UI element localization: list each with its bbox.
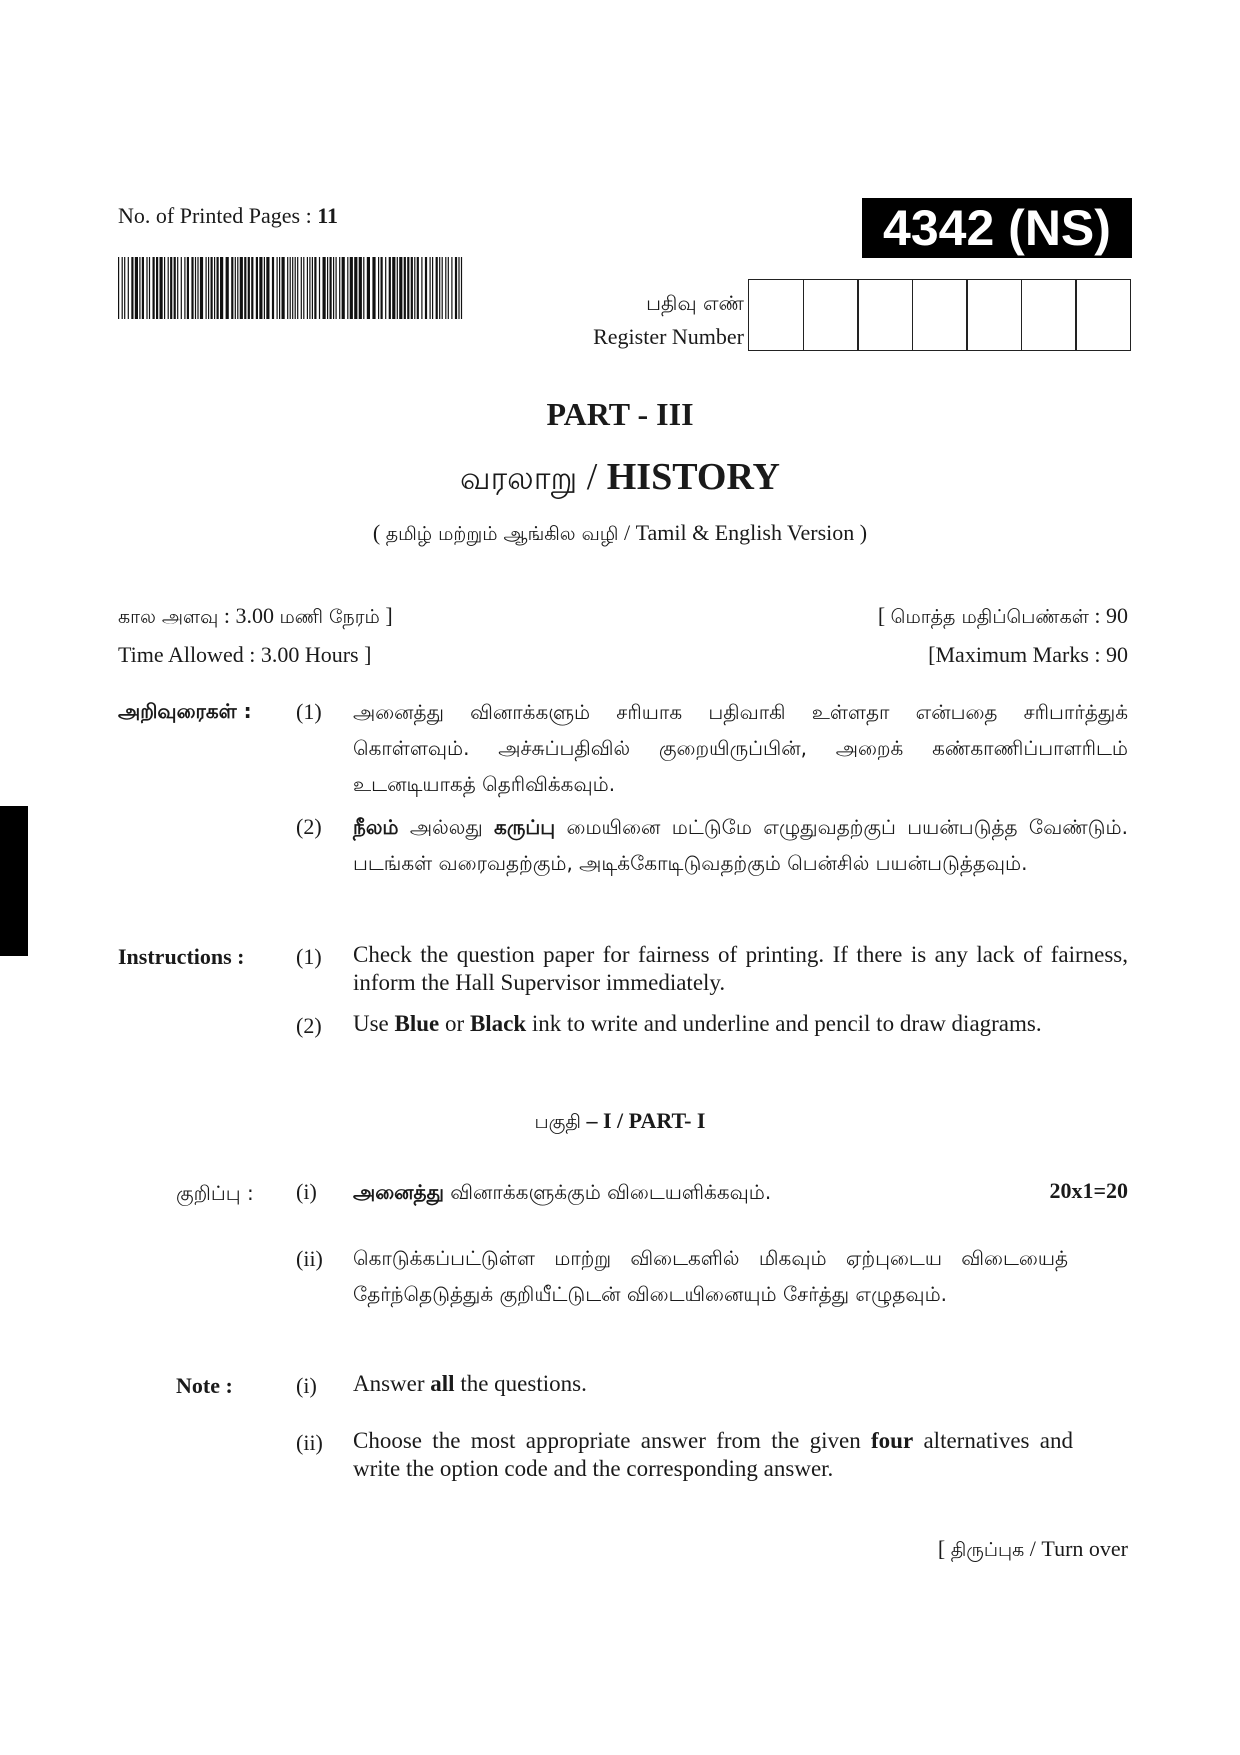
time-ta-label: கால அளவு — [118, 606, 219, 628]
barcode-bar — [124, 257, 125, 319]
printed-pages-label: No. of Printed Pages : — [118, 203, 318, 228]
barcode-bar — [363, 257, 364, 319]
barcode-bar — [168, 257, 169, 319]
time-ta-close: ] — [379, 603, 393, 628]
barcode-bar — [378, 257, 379, 319]
instruction-ta-2-rest: மையினை மட்டுமே எழுதுவதற்குப் பயன்படுத்த வேண்டும். படங்கள் வரைவதற்கும், அடிக்கோடிடுவதற்கும் பென்சில் பயன்படுத்தவும். — [353, 815, 1128, 875]
barcode-bar — [292, 257, 293, 319]
instruction-ta-num-1: (1) — [296, 699, 322, 724]
note-en-label: Note : — [176, 1373, 233, 1398]
note-ta-1 — [353, 1174, 953, 1210]
marks-ta-value: : 90 — [1088, 603, 1128, 628]
barcode-bar — [237, 257, 238, 319]
time-allowed-en: Time Allowed : 3.00 Hours ] — [118, 642, 372, 667]
barcode-bar — [414, 257, 415, 319]
register-digit-box[interactable] — [912, 279, 968, 351]
instruction-en-2 — [353, 1010, 1153, 1038]
barcode-bar — [439, 257, 440, 319]
barcode-bar — [350, 257, 353, 319]
subject-en: HISTORY — [606, 456, 780, 498]
turn-en: / Turn over — [1024, 1536, 1128, 1561]
barcode-bar — [319, 257, 320, 319]
barcode-bar — [139, 257, 140, 319]
instruction-en-1: Check the question paper for fairness of printing. If there is any lack of fairness, inform the Hall Supervisor immediately. — [353, 942, 1128, 995]
barcode-bar — [164, 257, 165, 319]
note-en-2-pre: Choose the most appropriate answer from the given — [353, 1428, 871, 1453]
instructions-en-label: Instructions : — [118, 944, 245, 969]
barcode-bar — [244, 257, 246, 319]
barcode-bar — [231, 257, 233, 319]
barcode-bar — [314, 257, 316, 319]
barcode-bar — [118, 257, 119, 319]
instruction-en-2-mid: or — [439, 1011, 470, 1036]
note-en-1-rest: the questions. — [454, 1371, 587, 1396]
barcode-bar — [206, 257, 207, 319]
barcode-bar — [385, 257, 386, 319]
subject-ta: வரலாறு — [460, 459, 578, 497]
instruction-en-num-2: (2) — [296, 1013, 322, 1038]
barcode-bar — [279, 257, 280, 319]
barcode-bar — [455, 257, 457, 319]
barcode-bar — [451, 257, 452, 319]
note-ta-1-rest: வினாக்களுக்கும் விடையளிக்கவும். — [443, 1180, 772, 1204]
barcode-bar — [156, 257, 158, 319]
barcode-bar — [421, 257, 422, 319]
instruction-ta-2 — [353, 809, 1128, 881]
barcode-bar — [217, 257, 219, 319]
barcode-bar — [200, 257, 203, 319]
paper-code: 4342 (NS) — [862, 198, 1132, 258]
marks-ta-open: [ — [877, 603, 891, 628]
barcode-bar — [399, 257, 402, 319]
note-en-2-rest: alternatives and write the option code and the corresponding answer. — [353, 1428, 1073, 1481]
barcode-bar — [367, 257, 370, 319]
barcode-bar — [220, 257, 223, 319]
register-digit-box[interactable] — [857, 279, 913, 351]
barcode-bar — [461, 257, 462, 319]
barcode-bar — [266, 257, 269, 319]
time-ta-value: : 3.00 — [218, 603, 280, 628]
ink-blue-en: Blue — [394, 1011, 440, 1036]
register-digit-box[interactable] — [803, 279, 859, 351]
barcode-bar — [272, 257, 274, 319]
marks-ta-label: மொத்த மதிப்பெண்கள் — [890, 606, 1089, 628]
register-number-label — [593, 286, 744, 354]
part-one-score: 20x1=20 — [1049, 1178, 1128, 1203]
barcode-bar — [122, 257, 123, 319]
time-ta-unit: மணி நேரம் — [279, 606, 380, 628]
register-digit-box[interactable] — [1075, 279, 1131, 351]
subject-title — [0, 455, 1240, 501]
barcode-bar — [295, 257, 296, 319]
barcode-bar — [177, 257, 178, 319]
barcode-bar — [381, 257, 383, 319]
barcode-bar — [195, 257, 196, 319]
note-en-1-pre: Answer — [353, 1371, 431, 1396]
instruction-en-num-1: (1) — [296, 944, 322, 969]
barcode-bar — [436, 257, 438, 319]
barcode-bar — [303, 257, 304, 319]
barcode-bar — [297, 257, 298, 319]
side-registration-mark — [0, 806, 28, 956]
version-line — [0, 520, 1240, 548]
barcode-bar — [142, 257, 144, 319]
barcode-bar — [187, 257, 189, 319]
register-label-ta: பதிவு எண் — [646, 291, 744, 315]
barcode-bar — [301, 257, 302, 319]
barcode-bar — [259, 257, 262, 319]
printed-pages-value: 11 — [317, 203, 338, 228]
note-ta-num-1: (i) — [296, 1179, 317, 1204]
barcode-bar — [430, 257, 431, 319]
barcode-bar — [392, 257, 395, 319]
barcode-bar — [307, 257, 308, 319]
barcode-bar — [170, 257, 172, 319]
barcode-bar — [251, 257, 253, 319]
register-number-boxes — [748, 279, 1131, 351]
note-en-num-1: (i) — [296, 1373, 317, 1398]
barcode-bar — [372, 257, 375, 319]
max-marks-en: [Maximum Marks : 90 — [928, 642, 1128, 667]
ink-black-ta: கருப்பு — [494, 815, 556, 839]
barcode-bar — [135, 257, 138, 319]
note-ta-2: கொடுக்கப்பட்டுள்ள மாற்று விடைகளில் மிகவும் ஏற்புடைய விடையைத் தேர்ந்தெடுத்துக் குறியீட்டுடன் விடையினையும் சேர்த்து எழுதவும். — [353, 1246, 1068, 1306]
barcode-bar — [359, 257, 362, 319]
barcode-bar — [131, 257, 133, 319]
turn-ta: திருப்புக — [950, 1539, 1025, 1561]
barcode-bar — [290, 257, 291, 319]
barcode-bar — [354, 257, 357, 319]
barcode-bar — [235, 257, 236, 319]
part-one-title — [0, 1108, 1240, 1136]
note-en-2 — [353, 1427, 1073, 1483]
part-one-ta: பகுதி — [534, 1111, 581, 1133]
barcode-bar — [248, 257, 250, 319]
barcode-bar — [327, 257, 328, 319]
barcode-bar — [184, 257, 185, 319]
barcode-bar — [339, 257, 340, 319]
barcode-bar — [226, 257, 229, 319]
barcode-bar — [309, 257, 310, 319]
barcode-bar — [264, 257, 265, 319]
barcode-bar — [342, 257, 345, 319]
part-one-en: – I / PART- I — [580, 1108, 706, 1133]
barcode-bar — [287, 257, 288, 319]
register-digit-box[interactable] — [1021, 279, 1077, 351]
note-en-1-bold: all — [430, 1371, 455, 1396]
barcode-bar — [240, 257, 243, 319]
turn-over — [938, 1536, 1128, 1564]
instruction-ta-1: அனைத்து வினாக்களும் சரியாக பதிவாகி உள்ளதா என்பதை சரிபார்த்துக் கொள்ளவும். அச்சுப்பதிவில் குறையிருப்பின், அறைக் கண்காணிப்பாளரிடம் உடனடியாகத் தெரிவிக்கவும். — [353, 700, 1128, 796]
instruction-en-2-pre: Use — [353, 1011, 395, 1036]
note-en-2-bold: four — [871, 1428, 914, 1453]
printed-pages — [118, 203, 338, 229]
instruction-ta-num-2: (2) — [296, 814, 322, 839]
barcode — [118, 257, 463, 319]
ink-black-en: Black — [469, 1011, 527, 1036]
barcode-bar — [347, 257, 348, 319]
instruction-en-2-rest: ink to write and underline and pencil to draw diagrams. — [526, 1011, 1042, 1036]
barcode-bar — [174, 257, 176, 319]
version-ta: தமிழ் மற்றும் ஆங்கில வழி — [385, 523, 619, 545]
note-en-num-2: (ii) — [296, 1430, 323, 1455]
barcode-bar — [432, 257, 433, 319]
ink-blue-ta: நீலம் — [353, 815, 399, 839]
barcode-bar — [389, 257, 391, 319]
barcode-bar — [397, 257, 398, 319]
barcode-bar — [153, 257, 155, 319]
note-en-1 — [353, 1370, 1053, 1398]
barcode-bar — [417, 257, 419, 319]
barcode-bar — [149, 257, 150, 319]
barcode-bar — [128, 257, 129, 319]
barcode-bar — [404, 257, 406, 319]
barcode-bar — [191, 257, 193, 319]
barcode-bar — [146, 257, 147, 319]
version-open: ( — [372, 520, 386, 545]
barcode-bar — [211, 257, 213, 319]
note-ta-1-bold: அனைத்து — [353, 1180, 444, 1204]
barcode-bar — [312, 257, 313, 319]
note-ta-num-2: (ii) — [296, 1246, 323, 1271]
barcode-bar — [411, 257, 413, 319]
max-marks-ta — [878, 603, 1128, 631]
barcode-bar — [277, 257, 278, 319]
turn-open: [ — [937, 1536, 951, 1561]
instructions-ta-label: அறிவுரைகள் : — [118, 699, 252, 723]
barcode-bar — [336, 257, 337, 319]
register-digit-box[interactable] — [748, 279, 804, 351]
barcode-bar — [323, 257, 326, 319]
register-digit-box[interactable] — [966, 279, 1022, 351]
barcode-bar — [197, 257, 198, 319]
barcode-bar — [330, 257, 332, 319]
barcode-bar — [442, 257, 443, 319]
barcode-bar — [425, 257, 427, 319]
barcode-bar — [333, 257, 334, 319]
barcode-bar — [445, 257, 446, 319]
barcode-bar — [214, 257, 215, 319]
barcode-bar — [282, 257, 285, 319]
instruction-ta-2-text: அல்லது — [398, 815, 495, 839]
barcode-bar — [208, 257, 209, 319]
barcode-bar — [448, 257, 449, 319]
version-en: / Tamil & English Version ) — [618, 520, 868, 545]
note-ta-label: குறிப்பு : — [176, 1181, 254, 1205]
part-title: PART - III — [546, 396, 694, 432]
barcode-bar — [407, 257, 409, 319]
barcode-bar — [256, 257, 258, 319]
barcode-bar — [458, 257, 459, 319]
barcode-bar — [160, 257, 163, 319]
register-label-en: Register Number — [593, 324, 744, 349]
barcode-bar — [181, 257, 182, 319]
subject-separator: / — [577, 456, 607, 498]
time-allowed-ta — [118, 603, 393, 631]
